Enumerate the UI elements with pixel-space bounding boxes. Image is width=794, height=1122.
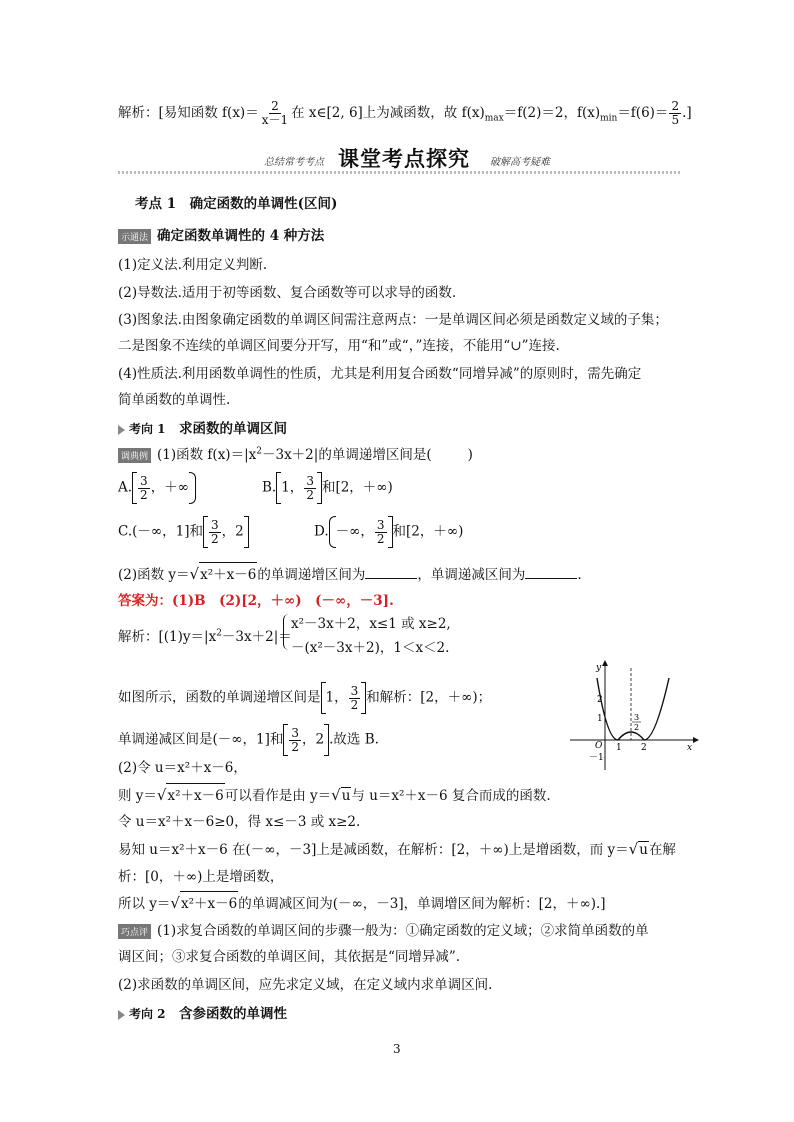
review-tag: 巧点评 <box>118 924 151 939</box>
case1: x²－3x＋2，x≤1 或 x≥2, <box>291 616 451 632</box>
review-line2: 调区间；③求复合函数的单调区间，其依据是“同增异减”. <box>118 949 461 965</box>
option-d-first: －∞， <box>335 523 374 540</box>
fraction <box>375 519 387 546</box>
option-a <box>118 472 196 504</box>
x-label: x <box>687 743 693 753</box>
graph-text2: 和解析：[2，＋∞)； <box>366 689 492 706</box>
frac-num: 3 <box>140 473 148 488</box>
x-arrow-icon <box>693 737 699 743</box>
analysis-line <box>118 100 692 127</box>
answer-blank <box>365 566 417 579</box>
q1-close: ) <box>467 447 473 463</box>
banner-right: 破解高考疑难 <box>490 157 550 168</box>
q2-prefix: (2)函数 y＝ <box>118 567 190 583</box>
min-sub: min <box>600 113 618 124</box>
sol2-line2 <box>118 783 551 804</box>
sol2-4sqrt: u <box>639 842 648 858</box>
origin-label: O <box>595 741 603 751</box>
sol2-6b: 的单调减区间为(－∞，－3]，单调增区间为解析：[2，＋∞).] <box>238 896 606 912</box>
sol-sup: 2 <box>216 628 222 639</box>
banner-left: 总结常考考点 <box>264 157 324 168</box>
sol2-line1: (2)令 u＝x²＋x－6， <box>118 760 247 776</box>
q1-sup: 2 <box>256 446 262 457</box>
sol2-line5: 析：[0，＋∞)上是增函数， <box>118 869 284 885</box>
sol2-2b: 可以看作是由 y＝ <box>224 788 332 804</box>
frac2-num: 2 <box>671 99 680 113</box>
bracket-right <box>244 516 249 548</box>
sqrt-icon: √ <box>331 786 341 804</box>
min-text: ＝f(6)＝ <box>617 105 669 121</box>
brace-icon <box>283 614 290 650</box>
sol2-line4 <box>118 838 676 858</box>
sol2-6a: 所以 y＝ <box>118 896 171 912</box>
analysis-prefix: 解析：[易知函数 f(x)＝ <box>118 105 259 121</box>
topic2-label: 考向 2 <box>129 1007 166 1021</box>
method-item: (2)导数法.适用于初等函数、复合函数等可以求导的函数. <box>118 285 457 301</box>
method-tag: 示通法 <box>118 229 151 244</box>
fraction-2 <box>669 100 681 127</box>
sol-prefix: 解析：[(1)y＝|x <box>118 629 217 645</box>
option-b-rest: 和[2，＋∞) <box>321 479 393 496</box>
frac-den: 2 <box>376 531 385 546</box>
method-title-row <box>118 224 324 244</box>
example-tag: 调典例 <box>118 448 151 463</box>
dec-rest: ，2 <box>302 731 325 748</box>
method-item: 二是图象不连续的单调区间要分开写，用“和”或“，”连接，不能用“∪”连接. <box>118 338 560 354</box>
q2-mid2: ，单调递减区间为 <box>417 567 526 583</box>
q2-sqrt: x²＋x－6 <box>199 562 257 583</box>
frac-num: 3 <box>376 517 385 532</box>
frac-num: 3 <box>350 683 359 698</box>
fraction <box>289 727 301 754</box>
topic1-heading <box>118 417 287 437</box>
q1-text: (1)函数 f(x)＝|x <box>157 447 257 463</box>
q1-rest: －3x＋2|的单调递增区间是( <box>261 447 432 463</box>
tick-x2: 2 <box>641 743 647 753</box>
sqrt-icon: √ <box>628 840 639 858</box>
dec-end: .故选 B. <box>329 731 379 748</box>
paren-right <box>189 472 196 504</box>
max-text: ＝f(2)＝2，f(x) <box>503 105 601 121</box>
sol2-2sqrt: x²＋x－6 <box>166 783 224 804</box>
section-banner <box>118 143 682 175</box>
fraction <box>209 519 221 546</box>
review-line1 <box>118 919 649 939</box>
sqrt-icon: √ <box>189 565 200 583</box>
sol2-6sqrt: x²＋x－6 <box>180 891 238 912</box>
tick-y1: 1 <box>597 714 603 724</box>
fraction <box>304 475 316 502</box>
sol-mid: －3x＋2|＝ <box>221 629 292 645</box>
decrease-text <box>118 724 379 756</box>
fraction <box>349 685 361 712</box>
frac-num: 2 <box>271 99 279 113</box>
bracket-left <box>132 472 137 504</box>
frac-num: 3 <box>306 473 314 488</box>
option-c <box>118 516 249 548</box>
method-item: 简单函数的单调性. <box>118 392 231 408</box>
frac-den: 2 <box>140 487 148 502</box>
triangle-icon <box>118 1010 125 1020</box>
frac-num: 3 <box>211 517 219 532</box>
topic2-title: 含参函数的单调性 <box>179 1006 288 1022</box>
option-b <box>262 472 393 504</box>
y-label: y <box>596 663 602 673</box>
option-c-label: C.(－∞，1]和 <box>118 523 204 540</box>
question2 <box>118 562 582 583</box>
tick-x1: 1 <box>616 743 622 753</box>
sol2-4b: 在解 <box>648 842 676 858</box>
sol2-line6 <box>118 891 606 912</box>
method-item: (3)图象法.由图象确定函数的单调区间需注意两点：一是单调区间必须是函数定义域的子集； <box>118 312 668 328</box>
topic1-label: 考向 1 <box>129 422 166 436</box>
mid-num: 3 <box>634 713 640 722</box>
graph-b1: 1， <box>325 689 348 706</box>
dec-text1: 单调递减区间是(－∞，1]和 <box>118 731 284 748</box>
max-sub: max <box>484 113 504 124</box>
option-b-first: 1， <box>281 479 304 496</box>
analysis-suffix: .] <box>682 105 692 121</box>
sol2-2sqrtu: u <box>341 788 351 804</box>
y-arrow-icon <box>602 660 608 666</box>
question1 <box>118 443 473 463</box>
function-graph <box>565 658 700 773</box>
frac-den: 2 <box>291 739 300 754</box>
tick-ym1: －1 <box>589 753 604 763</box>
option-d-rest: 和[2，＋∞) <box>392 523 464 540</box>
frac-den: 2 <box>211 531 219 546</box>
graph-text <box>118 682 491 714</box>
graph-text1: 如图所示，函数的单调递增区间是 <box>118 689 321 706</box>
sol2-2a: 则 y＝ <box>118 788 157 804</box>
option-a-label: A. <box>118 479 133 496</box>
frac-num: 3 <box>291 725 300 740</box>
solution1-line <box>118 625 292 645</box>
sol2-line3: 令 u＝x²＋x－6≥0，得 x≤－3 或 x≥2. <box>118 814 361 830</box>
review1: (1)求复合函数的单调区间的步骤一般为：①确定函数的定义域；②求简单函数的单 <box>157 923 649 939</box>
q2-end: . <box>577 567 582 583</box>
tick-y2: 2 <box>597 695 603 705</box>
fraction <box>260 100 290 127</box>
answer-line: 答案为：(1)B (2)[2，＋∞) (－∞，－3]. <box>118 593 394 609</box>
method-item: (4)性质法.利用函数单调性的性质，尤其是利用复合函数“同增异减”的原则时，需先确定 <box>118 366 642 382</box>
fraction <box>138 475 150 502</box>
bracket-left <box>203 516 208 548</box>
section-heading: 考点 1 确定函数的单调性(区间) <box>135 196 338 212</box>
curve <box>597 678 669 740</box>
banner-title: 课堂考点探究 <box>338 147 470 171</box>
option-b-label: B. <box>262 479 277 496</box>
frac2-den: 5 <box>671 113 680 127</box>
frac-den: 2 <box>306 487 314 502</box>
review-line3: (2)求函数的单调区间，应先求定义域，在定义域内求单调区间. <box>118 977 493 993</box>
mid-den: 2 <box>634 723 640 732</box>
topic1-title: 求函数的单调区间 <box>179 421 288 437</box>
analysis-middle: 在 x∈[2, 6]上为减函数，故 f(x) <box>291 105 485 121</box>
sqrt-icon: √ <box>170 894 180 912</box>
method-item: (1)定义法.利用定义判断. <box>118 257 268 273</box>
option-c-rest: ，2 <box>221 523 244 540</box>
option-a-rest: ，＋∞ <box>150 479 189 496</box>
sqrt-icon: √ <box>156 786 167 804</box>
page-number: 3 <box>393 1042 401 1056</box>
triangle-icon <box>118 425 125 435</box>
sol2-4a: 易知 u＝x²＋x－6 在(－∞，－3]上是减函数，在解析：[2，＋∞)上是增函数，而 y＝ <box>118 842 629 858</box>
sol2-2c: 与 u＝x²＋x－6 复合而成的函数. <box>351 788 551 804</box>
paren-left <box>329 516 336 548</box>
frac-den: 2 <box>350 697 359 712</box>
method-title: 确定函数单调性的 4 种方法 <box>157 228 325 244</box>
answer-blank <box>525 566 577 579</box>
frac-den: x－1 <box>261 113 289 127</box>
case2: －(x²－3x＋2)，1＜x＜2. <box>291 640 450 656</box>
bracket-left <box>283 724 288 756</box>
q2-mid: 的单调递增区间为 <box>257 567 366 583</box>
option-d <box>314 516 463 548</box>
option-d-label: D. <box>314 523 329 540</box>
topic2-heading <box>118 1002 287 1022</box>
